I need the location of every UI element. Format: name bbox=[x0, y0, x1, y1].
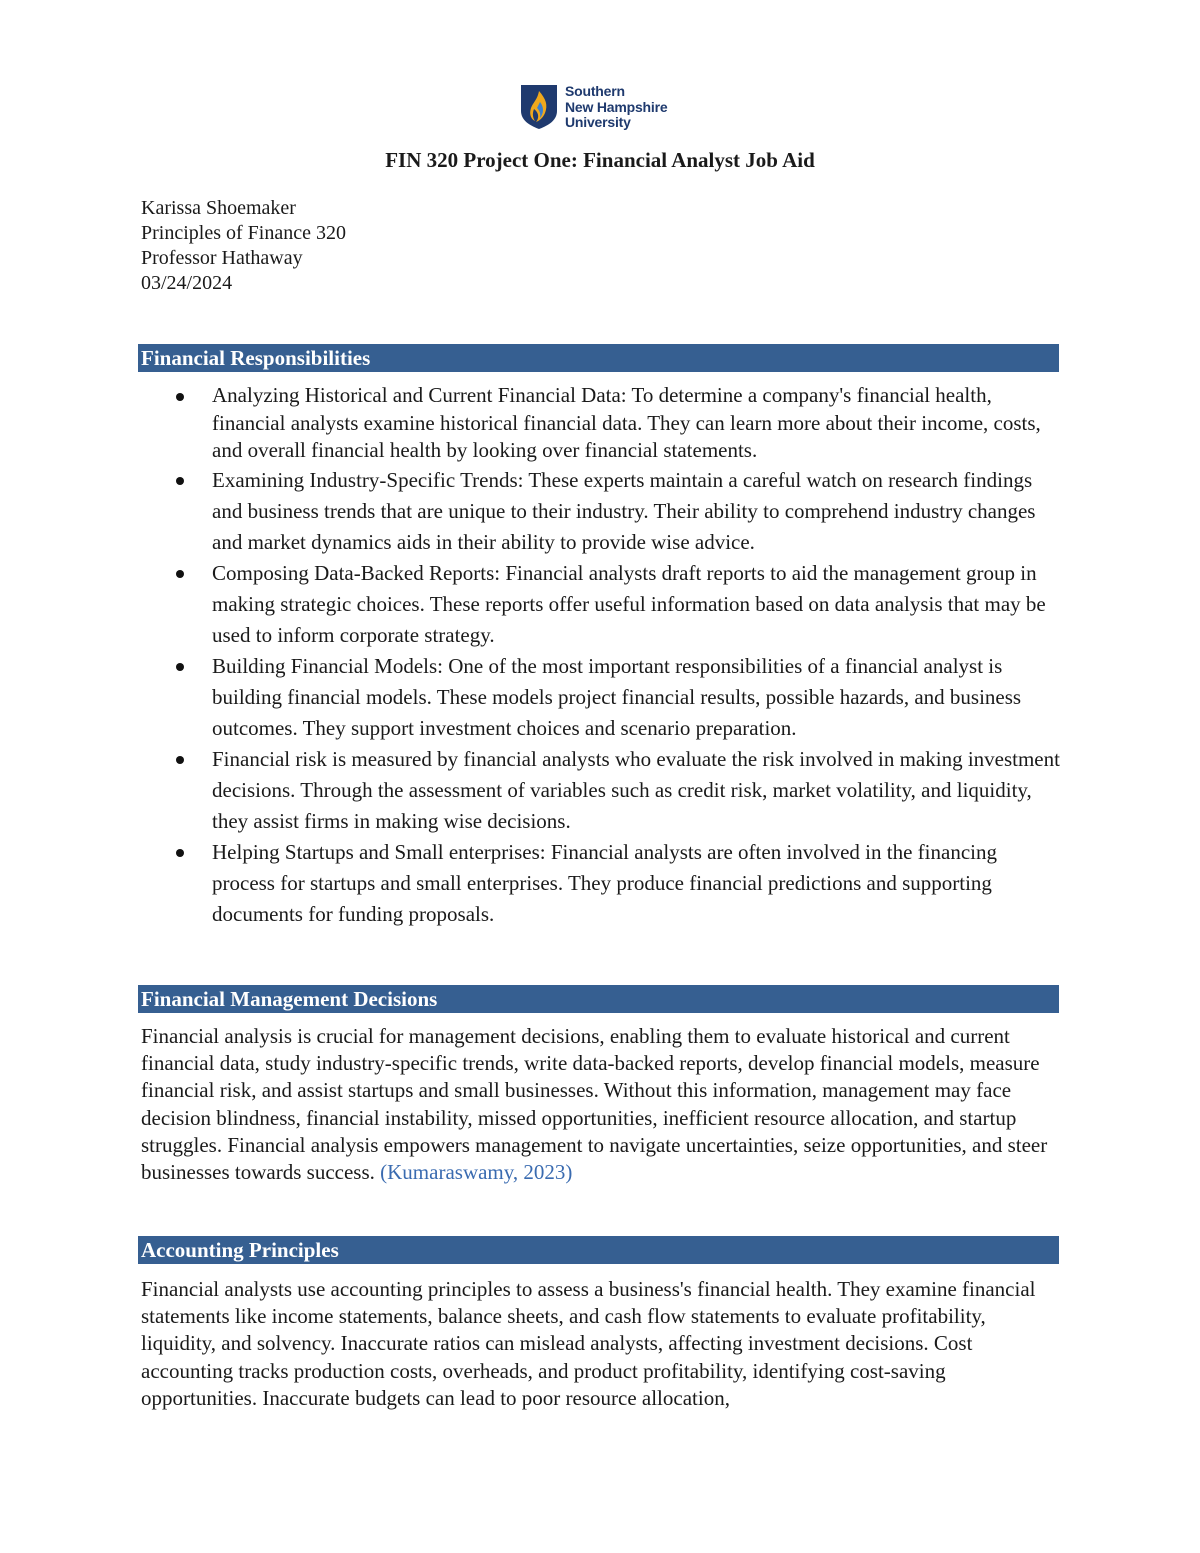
logo-wordmark bbox=[565, 84, 667, 131]
list-item: Analyzing Historical and Current Financial Data: To determine a company's financial health, financial analysts examine historical financial data. They can learn more about their income, costs, and overall financial health by looking over financial statements. bbox=[171, 382, 1061, 465]
shield-flame-icon bbox=[521, 85, 557, 129]
professor-name: Professor Hathaway bbox=[141, 247, 303, 269]
list-item: Composing Data-Backed Reports: Financial analysts draft reports to aid the management group in making strategic choices. These reports offer useful information based on data analysis that may be used to inform corporate strategy. bbox=[171, 558, 1061, 651]
management-body: Financial analysis is crucial for management decisions, enabling them to evaluate historical and current financial data, study industry-specific trends, write data-backed reports, develop financial models, measure financial risk, and assist startups and small businesses. Without this information, management may face decision blindness, financial instability, missed opportunities, inefficient resource allocation, and startup struggles. Financial analysis empowers management to navigate uncertainties, seize opportunities, and steer businesses towards success. bbox=[141, 1024, 1048, 1185]
list-item: Financial risk is measured by financial analysts who evaluate the risk involved in making investment decisions. Through the assessment of variables such as credit risk, market volatility, and liquidity, they assist firms in making wise decisions. bbox=[171, 744, 1061, 837]
list-item: Examining Industry-Specific Trends: These experts maintain a careful watch on research findings and business trends that are unique to their industry. Their ability to comprehend industry changes and market dynamics aids in their ability to provide wise advice. bbox=[171, 465, 1061, 558]
accounting-paragraph: Financial analysts use accounting principles to assess a business's financial health. They examine financial statements like income statements, balance sheets, and cash flow statements to evaluate profitability, liquidity, and solvency. Inaccurate ratios can mislead analysts, affecting investment decisions. Cost accounting tracks production costs, overheads, and product profitability, identifying cost-saving opportunities. Inaccurate budgets can lead to poor resource allocation, bbox=[141, 1277, 1036, 1410]
author-block bbox=[141, 196, 346, 296]
logo-line-1: Southern bbox=[565, 83, 625, 99]
management-paragraph bbox=[141, 1023, 1066, 1186]
document-title: FIN 320 Project One: Financial Analyst Job Aid bbox=[385, 148, 815, 172]
author-name: Karissa Shoemaker bbox=[141, 197, 296, 219]
section-heading-accounting: Accounting Principles bbox=[138, 1236, 1059, 1264]
course-name: Principles of Finance 320 bbox=[141, 222, 346, 244]
list-item: Building Financial Models: One of the most important responsibilities of a financial analyst is building financial models. These models project financial results, possible hazards, and business outcomes. They support investment choices and scenario preparation. bbox=[171, 651, 1061, 744]
management-citation: (Kumaraswamy, 2023) bbox=[380, 1160, 573, 1185]
logo-line-2: New Hampshire bbox=[565, 98, 668, 115]
section-heading-management: Financial Management Decisions bbox=[138, 985, 1059, 1013]
section-heading-responsibilities: Financial Responsibilities bbox=[138, 344, 1059, 372]
list-item: Helping Startups and Small enterprises: Financial analysts are often involved in the financing process for startups and small enterprises. They produce financial predictions and supporting documents for funding proposals. bbox=[171, 837, 1061, 930]
university-logo bbox=[521, 84, 667, 131]
document-date: 03/24/2024 bbox=[141, 272, 233, 294]
logo-line-3: University bbox=[565, 114, 631, 130]
responsibilities-list bbox=[171, 382, 1061, 930]
